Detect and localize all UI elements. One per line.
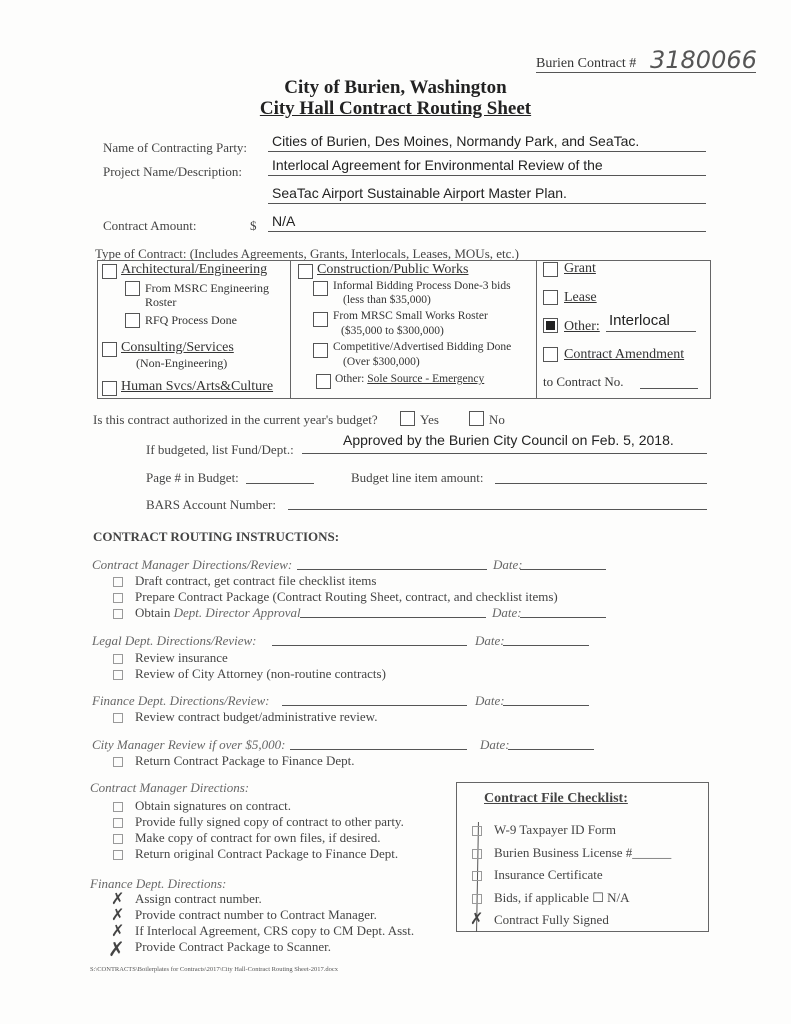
bars-label: BARS Account Number: [146, 497, 276, 512]
budget-no-checkbox[interactable] [469, 411, 484, 426]
date-label: Date: [492, 605, 522, 620]
currency-symbol: $ [250, 218, 257, 233]
arch-label: Architectural/Engineering [121, 262, 268, 277]
project-field-line1[interactable]: Interlocal Agreement for Environmental Review of the [272, 157, 603, 173]
checkbox[interactable] [113, 654, 123, 664]
checklist-item: W-9 Taxpayer ID Form [494, 822, 616, 837]
informal-checkbox[interactable] [313, 281, 328, 296]
lease-label: Lease [564, 290, 597, 305]
checklist-item: Burien Business License #______ [494, 845, 672, 860]
competitive-sub: (Over $300,000) [343, 356, 420, 368]
checkbox[interactable] [113, 802, 123, 812]
checklist-title: Contract File Checklist: [484, 791, 628, 806]
finance-directions-label: Finance Dept. Directions: [90, 876, 227, 891]
consulting-checkbox[interactable] [102, 342, 117, 357]
small-works-label: From MRSC Small Works Roster [333, 310, 488, 322]
checkbox[interactable] [113, 834, 123, 844]
competitive-label: Competitive/Advertised Bidding Done [333, 341, 512, 353]
sole-source-label: Sole Source - Emergency [367, 373, 485, 385]
lease-checkbox[interactable] [543, 290, 558, 305]
routing-item: If Interlocal Agreement, CRS copy to CM Dept. Asst. [135, 923, 415, 938]
consulting-label: Consulting/Services [121, 340, 234, 355]
construction-label: Construction/Public Works [317, 262, 469, 277]
routing-item: Prepare Contract Package (Contract Routing Sheet, contract, and checklist items) [135, 589, 558, 604]
checklist-item: Bids, if applicable ☐ N/A [494, 890, 630, 905]
small-works-sub: ($35,000 to $300,000) [341, 325, 444, 337]
fund-field[interactable]: Approved by the Burien City Council on Feb. 5, 2018. [343, 432, 674, 448]
handwritten-check-icon: ✗ [111, 905, 125, 924]
checkbox[interactable] [113, 757, 123, 767]
small-works-checkbox[interactable] [313, 312, 328, 327]
routing-item: Review contract budget/administrative review. [135, 709, 378, 724]
other-construction-label: Other: [335, 373, 365, 385]
routing-item: Review insurance [135, 650, 228, 665]
date-label: Date: [493, 557, 523, 572]
legal-label: Legal Dept. Directions/Review: [92, 633, 257, 648]
contract-number: 3180066 [650, 46, 757, 74]
routing-heading: CONTRACT ROUTING INSTRUCTIONS: [93, 529, 340, 544]
grant-checkbox[interactable] [543, 262, 558, 277]
routing-item: Provide contract number to Contract Manager. [135, 907, 377, 922]
fund-label: If budgeted, list Fund/Dept.: [146, 442, 294, 457]
project-field-line2[interactable]: SeaTac Airport Sustainable Airport Master Plan. [272, 185, 567, 201]
checklist-item: Insurance Certificate [494, 867, 603, 882]
checkbox[interactable] [472, 826, 482, 836]
checkbox[interactable] [472, 894, 482, 904]
page-title: City of Burien, Washington [284, 77, 507, 98]
routing-item: Obtain signatures on contract. [135, 798, 291, 813]
party-field[interactable]: Cities of Burien, Des Moines, Normandy Park, and SeaTac. [272, 133, 640, 149]
checkbox[interactable] [113, 670, 123, 680]
rfq-label: RFQ Process Done [145, 313, 237, 327]
routing-item: Return Contract Package to Finance Dept. [135, 753, 355, 768]
routing-item: Make copy of contract for own files, if desired. [135, 830, 381, 845]
cm-review-label: Contract Manager Directions/Review: [92, 557, 293, 572]
date-label: Date: [475, 633, 505, 648]
project-label: Project Name/Description: [103, 164, 242, 179]
date-label: Date: [480, 737, 510, 752]
handwritten-check-icon: ✗ [111, 889, 125, 908]
finance-review-label: Finance Dept. Directions/Review: [92, 693, 270, 708]
routing-item: Provide Contract Package to Scanner. [135, 939, 332, 954]
msrc-checkbox[interactable] [125, 281, 140, 296]
human-svcs-checkbox[interactable] [102, 381, 117, 396]
msrc-label: From MSRC Engineering [145, 281, 270, 295]
other-label: Other: [564, 319, 600, 334]
handwritten-check-icon: ✗ [111, 921, 125, 940]
checkbox[interactable] [472, 849, 482, 859]
director-approval-text: Dept. Director Approval [173, 605, 301, 620]
to-contract-label: to Contract No. [543, 374, 624, 389]
amendment-checkbox[interactable] [543, 347, 558, 362]
other-value-field[interactable]: Interlocal [609, 312, 670, 329]
construction-checkbox[interactable] [298, 264, 313, 279]
other-checkbox-checked[interactable] [543, 318, 558, 333]
file-path-footer: S:\CONTRACTS\Boilerplates for Contracts\2017\City Hall-Contract Routing Sheet-2017.docx [90, 966, 339, 973]
no-label: No [489, 412, 505, 427]
routing-item: Assign contract number. [135, 891, 262, 906]
checkbox[interactable] [113, 850, 123, 860]
checkbox[interactable] [113, 593, 123, 603]
party-label: Name of Contracting Party: [103, 140, 248, 155]
other-construction-checkbox[interactable] [316, 374, 331, 389]
budget-question: Is this contract authorized in the current year's budget? [93, 412, 378, 427]
line-item-label: Budget line item amount: [351, 470, 484, 485]
budget-yes-checkbox[interactable] [400, 411, 415, 426]
handwritten-check-icon: ✗ [108, 937, 125, 961]
checkbox[interactable] [113, 713, 123, 723]
checkbox[interactable] [113, 577, 123, 587]
page-subtitle: City Hall Contract Routing Sheet [259, 98, 532, 119]
cm-directions-label: Contract Manager Directions: [90, 780, 250, 795]
city-manager-label: City Manager Review if over $5,000: [92, 737, 286, 752]
competitive-checkbox[interactable] [313, 343, 328, 358]
arch-checkbox[interactable] [102, 264, 117, 279]
rfq-checkbox[interactable] [125, 313, 140, 328]
amount-field[interactable]: N/A [272, 213, 296, 229]
checklist-item: Contract Fully Signed [494, 912, 609, 927]
amount-label: Contract Amount: [103, 218, 197, 233]
type-label: Type of Contract: (Includes Agreements, Grants, Interlocals, Leases, MOUs, etc.) [95, 246, 519, 261]
routing-item: Provide fully signed copy of contract to other party. [135, 814, 404, 829]
page-in-budget-label: Page # in Budget: [146, 470, 239, 485]
contract-number-label: Burien Contract # [536, 56, 637, 71]
informal-label: Informal Bidding Process Done-3 bids [333, 280, 511, 292]
checkbox[interactable] [113, 609, 123, 619]
amendment-label: Contract Amendment [564, 347, 685, 362]
obtain-text: Obtain [135, 605, 171, 620]
informal-sub: (less than $35,000) [343, 294, 431, 306]
non-eng-label: (Non-Engineering) [136, 356, 228, 370]
roster-label: Roster [145, 295, 177, 309]
routing-item: Return original Contract Package to Finance Dept. [135, 846, 399, 861]
routing-item: Draft contract, get contract file checklist items [135, 573, 377, 588]
date-label: Date: [475, 693, 505, 708]
yes-label: Yes [420, 412, 439, 427]
routing-item: Review of City Attorney (non-routine contracts) [135, 666, 386, 681]
checkbox[interactable] [113, 818, 123, 828]
human-svcs-label: Human Svcs/Arts&Culture [121, 379, 274, 394]
handwritten-check-icon: ✗ [470, 909, 484, 928]
checkbox[interactable] [472, 871, 482, 881]
grant-label: Grant [564, 261, 596, 276]
